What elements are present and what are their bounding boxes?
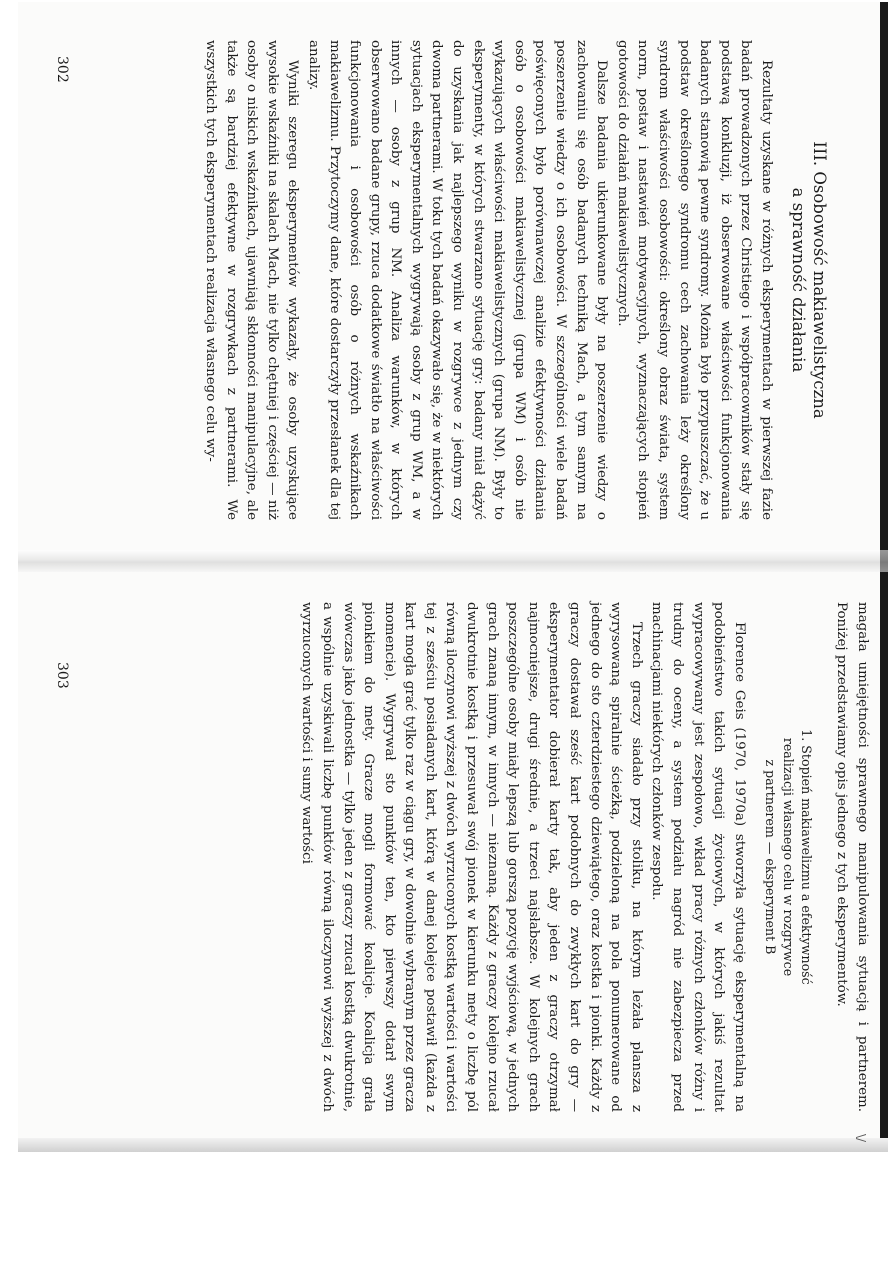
paragraph: Florence Geis (1970, 1970a) stworzyła sytuację eksperymentalną na podobieństwo takich sytuacji życiowych, w których jakiś rezultat wypracowywany jest zespołowo, wkład pracy różnych członków różny i trudny do oceny, a system podziału nagród nie zabezpiecza przed machinacjami niektórych członków zespołu. bbox=[649, 602, 747, 1112]
page-number: 303 bbox=[54, 662, 70, 689]
right-page bbox=[18, 562, 888, 1152]
paragraph: Rezultaty uzyskane w różnych eksperymentach w pierwszej fazie badań prowadzonych przez Christiego i współpracowników stały się podstawą konkluzji, iż obserwowane właściwości funkcjonowania badanych stanowią pewne syndromy. Można było przypuszczać, że u podstaw określonego syndromu cech zachowania leży określony syndrom właściwości osobowości: określony obraz świata, system norm, postaw i nastawień motywacyjnych, wyznaczających stopień gotowości do działań makiawelistycznych. bbox=[614, 40, 774, 520]
margin-mark: \/ bbox=[854, 1134, 868, 1143]
left-page bbox=[18, 2, 888, 562]
page-number: 302 bbox=[54, 56, 70, 83]
section-title-line-1: 1. Stopień makiawelizmu a efektywność bbox=[798, 729, 814, 985]
chapter-title bbox=[788, 40, 830, 520]
section-title-line-3: z partnerem — eksperyment B bbox=[762, 759, 778, 955]
book-spread bbox=[18, 2, 888, 1152]
section-title-line-2: realizacji własnego celu w rozgrywce bbox=[780, 737, 796, 977]
paragraph: Wyniki szeregu eksperymentów wykazały, że osoby uzyskujące wysokie wskaźniki na skalach Mach, nie tylko chętniej i częściej — niż osoby o niskich wskaźnikach, ujawniają skłonności manipulacyjne, ale także są bardziej efektywne w rozgrywkach z partnerami. We wszystkich tych eksperymentach realizacja własnego celu wy- bbox=[202, 40, 301, 520]
section-title bbox=[761, 602, 815, 1112]
chapter-title-line-1: III. Osobowość makiawelistyczna bbox=[810, 141, 829, 419]
right-page-body bbox=[296, 602, 872, 1112]
paragraph: magała umiejętności sprawnego manipulowania sytuacją i partnerem. Poniżej przedstawiamy opis jednego z tych eksperymentów. bbox=[834, 602, 870, 1112]
chapter-title-line-2: a sprawność działania bbox=[789, 187, 808, 373]
paragraph: Dalsze badania ukierunkowane były na poszerzenie wiedzy o zachowaniu się osób badanych techniką Mach, a tym samym na poszerzenie wiedzy o ich osobowości. W szczególności wiele badań poświęconych było porównawczej analizie efektywności działania osób o osobowości makiawelistycznej (grupa WM) i osób nie wykazujących właściwości makiawelistycznych (grupa NM). Były to eksperymenty, w których stwarzano sytuację gry: badany miał dążyć do uzyskania jak najlepszego wyniku w rozgrywce z jednym czy dwoma partnerami. W toku tych badań okazywało się, że w niektórych sytuacjach eksperymentalnych wygrywają osoby z grup WM, a w innych — osoby z grup NM. Analiza warunków, w których obserwowano badane grupy, rzuca dodatkowe światło na właściwości funkcjonowania i osobowości osób o różnych wskaźnikach makiawelizmu. Przytoczymy dane, które dostarczyły przesłanek dla tej analizy. bbox=[305, 40, 610, 520]
left-page-body bbox=[199, 40, 776, 520]
paragraph: Trzech graczy siadało przy stoliku, na którym leżała plansza z wyrysowaną spiralnie ścieżką, podzieloną na pola ponumerowane od jednego do sto czterdziestego dziewiątego, oraz kostka i pionki. Każdy z graczy dostawał sześć kart podobnych do zwykłych kart do gry — eksperymentator dobierał karty tak, aby jeden z graczy otrzymał najmocniejsze, drugi średnie, a trzeci najsłabsze. W kolejnych grach poszczególne osoby miały lepszą lub gorszą pozycję wyjściową, w jednych grach znaną innym, w innych — nieznaną. Każdy z graczy kolejno rzucał dwukrotnie kostką i przesuwał swój pionek w kierunku mety o liczbę pól równą iloczynowi wyższej z dwóch wyrzuconych kostką wartości i wartości tej z sześciu posiadanych kart, którą w danej kolejce postawił (każda z kart mogła grać tylko raz w ciągu gry, w dowolnie wybranym przez gracza momencie). Wygrywał sto punktów ten, kto pierwszy dotarł swym pionkiem do mety. Gracze mogli formować koalicje. Koalicja grała wówczas jako jednostka — tylko jeden z graczy rzucał kostką dwukrotnie, a wspólnie uzyskiwali liczbę punktów równą iloczynowi wyższej z dwóch wyrzuconych wartości i sumy wartości bbox=[299, 602, 644, 1112]
